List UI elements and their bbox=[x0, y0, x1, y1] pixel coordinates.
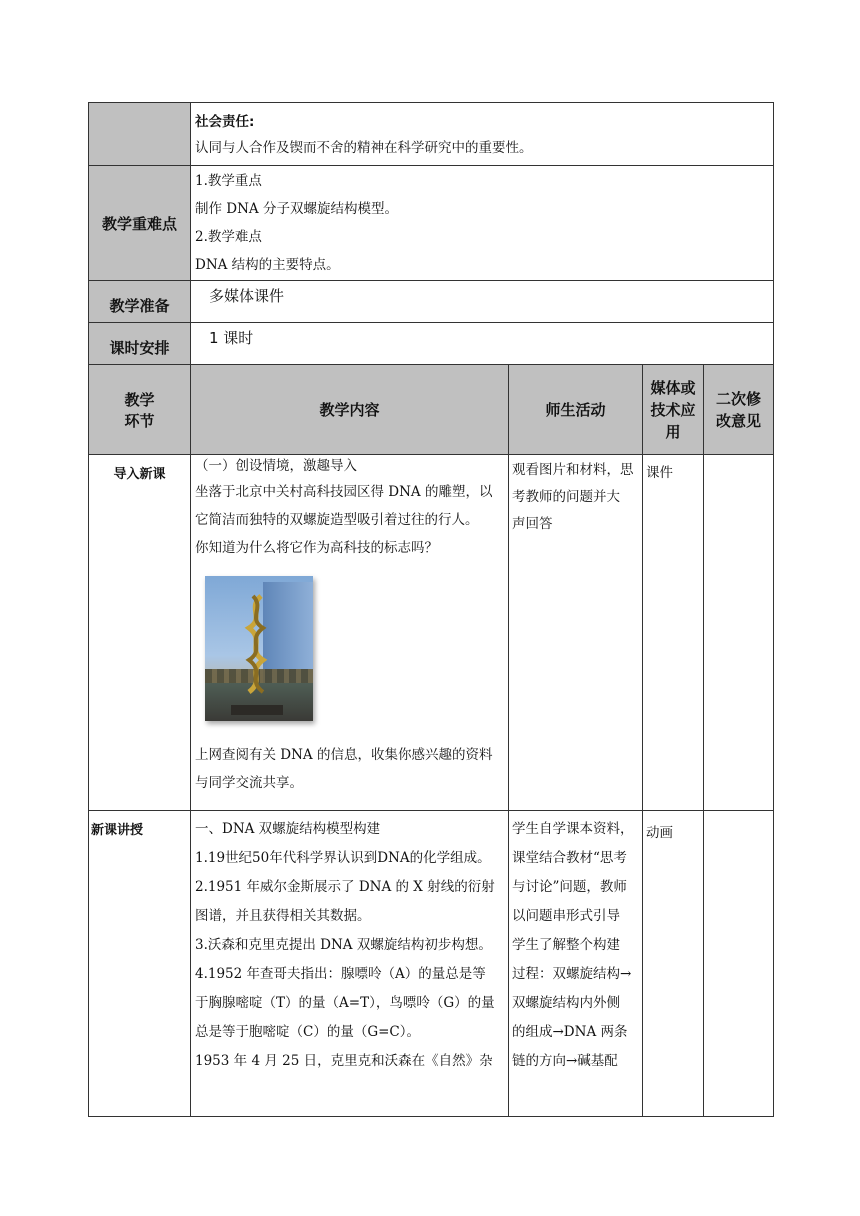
class-hours-label: 课时安排 bbox=[89, 323, 191, 365]
row-new-lesson bbox=[89, 811, 774, 1117]
new-lesson-line: 图谱，并且获得相关其数据。 bbox=[195, 908, 371, 924]
new-lesson-activity-line: 链的方向→碱基配 bbox=[512, 1053, 618, 1069]
new-lesson-content bbox=[191, 811, 509, 1117]
intro-revision bbox=[704, 455, 774, 811]
table-header-row bbox=[89, 365, 774, 455]
new-lesson-media: 动画 bbox=[643, 811, 704, 1117]
intro-stage: 导入新课 bbox=[89, 455, 191, 811]
intro-content-line: 坐落于北京中关村高科技园区得 DNA 的雕塑，以 bbox=[195, 484, 493, 500]
row-class-hours bbox=[89, 323, 774, 365]
key-line: DNA 结构的主要特点。 bbox=[195, 257, 340, 273]
intro-activity bbox=[509, 455, 643, 811]
new-lesson-activity-line: 学生自学课本资料， bbox=[512, 821, 634, 837]
row-key-points bbox=[89, 166, 774, 281]
new-lesson-line: 于胸腺嘧啶（T）的量（A=T），鸟嘌呤（G）的量 bbox=[195, 995, 495, 1011]
social-text: 认同与人合作及锲而不舍的精神在科学研究中的重要性。 bbox=[195, 140, 533, 156]
new-lesson-stage: 新课讲授 bbox=[89, 811, 191, 1117]
intro-content-line: （一）创设情境，激趣导入 bbox=[195, 458, 357, 474]
header-revision-line: 改意见 bbox=[715, 411, 761, 430]
header-media-line: 用 bbox=[665, 422, 681, 441]
new-lesson-activity bbox=[509, 811, 643, 1117]
intro-content bbox=[191, 455, 509, 811]
new-lesson-line: 1.19世纪50年代科学界认识到DNA的化学组成。 bbox=[195, 850, 491, 866]
new-lesson-line: 总是等于胞嘧啶（C）的量（G=C）。 bbox=[195, 1024, 421, 1040]
social-title: 社会责任: bbox=[195, 114, 255, 130]
row-social-responsibility bbox=[89, 103, 774, 166]
new-lesson-activity-line: 双螺旋结构内外侧 bbox=[512, 995, 620, 1011]
header-media-line: 媒体或 bbox=[650, 378, 696, 397]
header-revision bbox=[704, 365, 774, 455]
new-lesson-line: 3.沃森和克里克提出 DNA 双螺旋结构初步构想。 bbox=[195, 937, 492, 953]
preparation-value: 多媒体课件 bbox=[191, 281, 774, 323]
intro-media: 课件 bbox=[643, 455, 704, 811]
header-stage bbox=[89, 365, 191, 455]
key-line: 2.教学难点 bbox=[195, 229, 262, 245]
preparation-label: 教学准备 bbox=[89, 281, 191, 323]
intro-activity-line: 观看图片和材料，思 bbox=[512, 462, 634, 478]
new-lesson-activity-line: 与讨论”问题，教师 bbox=[512, 879, 627, 895]
new-lesson-activity-line: 的组成→DNA 两条 bbox=[512, 1024, 628, 1040]
header-media bbox=[643, 365, 704, 455]
intro-activity-line: 考教师的问题并大 bbox=[512, 489, 620, 505]
new-lesson-activity-line: 过程：双螺旋结构→ bbox=[512, 966, 632, 982]
row-preparation bbox=[89, 281, 774, 323]
new-lesson-activity-line: 课堂结合教材“思考 bbox=[512, 850, 627, 866]
intro-activity-line: 声回答 bbox=[512, 516, 553, 532]
intro-content-line: 你知道为什么将它作为高科技的标志吗？ bbox=[195, 540, 438, 556]
dna-sculpture-image bbox=[205, 576, 313, 721]
header-media-line: 技术应 bbox=[650, 400, 696, 419]
header-content: 教学内容 bbox=[191, 365, 509, 455]
lesson-plan-document bbox=[88, 102, 773, 1117]
intro-content-line: 它简洁而独特的双螺旋造型吸引着过往的行人。 bbox=[195, 512, 479, 528]
row-intro bbox=[89, 455, 774, 811]
key-points-label: 教学重难点 bbox=[89, 166, 191, 281]
lesson-plan-table bbox=[88, 102, 774, 1117]
header-stage-line: 教学 bbox=[124, 390, 155, 409]
header-revision-line: 二次修 bbox=[715, 389, 761, 408]
dna-helix-sculpture-icon bbox=[243, 588, 269, 696]
intro-after-line: 与同学交流共享。 bbox=[195, 775, 303, 791]
key-line: 1.教学重点 bbox=[195, 173, 262, 189]
row-social-label-cell bbox=[89, 103, 191, 166]
new-lesson-activity-line: 学生了解整个构建 bbox=[512, 937, 620, 953]
new-lesson-line: 4.1952 年查哥夫指出：腺嘌呤（A）的量总是等 bbox=[195, 966, 486, 982]
header-stage-line: 环节 bbox=[124, 411, 155, 430]
new-lesson-activity-line: 以问题串形式引导 bbox=[512, 908, 620, 924]
new-lesson-line: 2.1951 年威尔金斯展示了 DNA 的 X 射线的衍射 bbox=[195, 879, 495, 895]
new-lesson-line: 一、DNA 双螺旋结构模型构建 bbox=[195, 821, 381, 837]
key-points-content bbox=[191, 166, 774, 281]
intro-after-line: 上网查阅有关 DNA 的信息，收集你感兴趣的资料 bbox=[195, 747, 493, 763]
key-line: 制作 DNA 分子双螺旋结构模型。 bbox=[195, 201, 398, 217]
new-lesson-line: 1953 年 4 月 25 日，克里克和沃森在《自然》杂 bbox=[195, 1053, 493, 1069]
new-lesson-revision bbox=[704, 811, 774, 1117]
header-activity: 师生活动 bbox=[509, 365, 643, 455]
row-social-content-cell bbox=[191, 103, 774, 166]
class-hours-value: 1 课时 bbox=[191, 323, 774, 365]
